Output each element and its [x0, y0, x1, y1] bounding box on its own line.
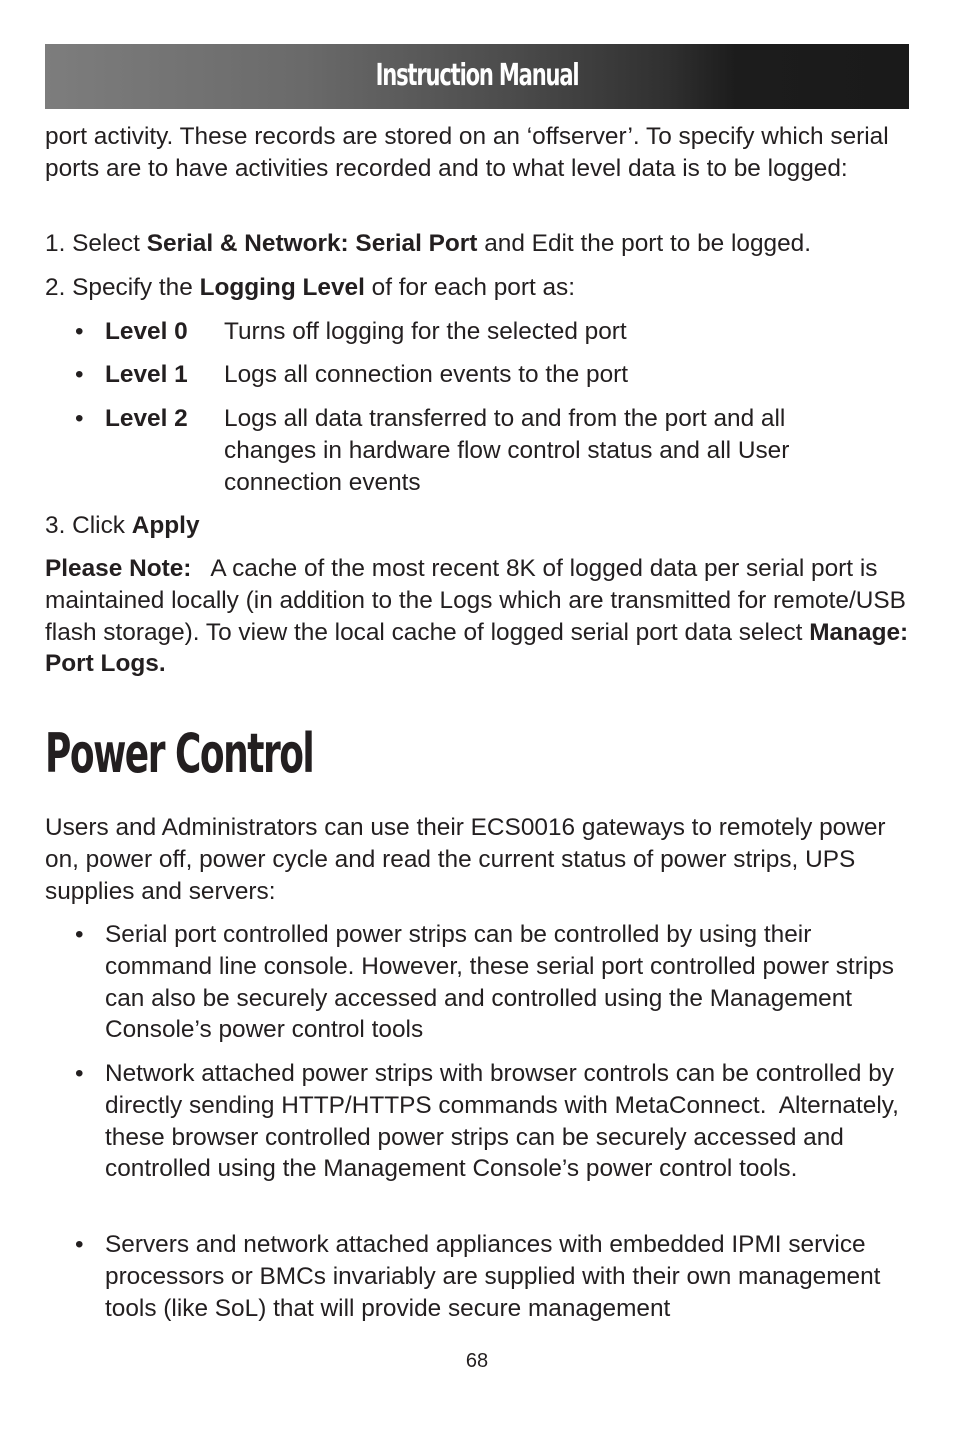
bullet-icon: •	[75, 1060, 84, 1087]
bullet-icon: •	[75, 1231, 84, 1258]
level-label: Level 0	[105, 318, 188, 345]
intro-paragraph: port activity. These records are stored on an ‘offserver’. To specify which serial ports are to have activities recorded and to what level data is to be logged:	[45, 123, 889, 182]
step-3: 3. Click Apply	[45, 512, 200, 539]
bullet-icon: •	[75, 361, 84, 388]
bullet-icon: •	[75, 405, 84, 432]
level-desc: Turns off logging for the selected port	[224, 318, 627, 345]
section-intro: Users and Administrators can use their ECS0016 gateways to remotely power on, power off, power cycle and read the current status of power strips, UPS supplies and servers:	[45, 814, 886, 905]
header-title: Instruction Manual	[375, 58, 579, 93]
note-paragraph: Please Note: A cache of the most recent 8K of logged data per serial port is maintained locally (in addition to the Logs which are transmitted for remote/USB flash storage). To view the local cache of logged serial port data select Manage: Port Logs.	[45, 555, 915, 678]
step-1: 1. Select Serial & Network: Serial Port and Edit the port to be logged.	[45, 230, 812, 257]
section-title: Power Control	[45, 722, 314, 785]
bullet-icon: •	[75, 921, 84, 948]
level-desc: Logs all connection events to the port	[224, 361, 629, 388]
header-banner	[45, 44, 909, 109]
bullet-icon: •	[75, 318, 84, 345]
note-label: Please Note:	[45, 555, 192, 582]
step-2: 2. Specify the Logging Level of for each port as:	[45, 274, 576, 301]
level-desc: Logs all data transferred to and from the port and all changes in hardware flow control status and all User connection events	[224, 405, 790, 496]
level-label: Level 2	[105, 405, 188, 432]
page-number: 68	[465, 1350, 489, 1372]
level-label: Level 1	[105, 361, 188, 388]
